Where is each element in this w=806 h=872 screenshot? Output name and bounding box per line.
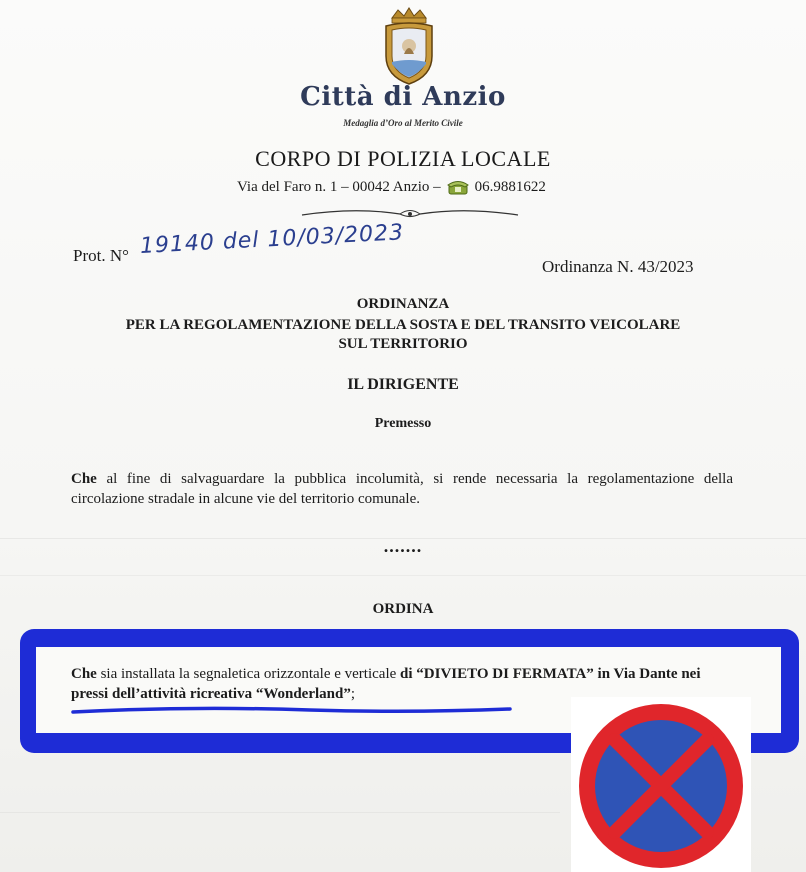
handwritten-underline bbox=[70, 703, 515, 719]
protocol-handwritten: 19140 del 10/03/2023 bbox=[139, 220, 405, 259]
order-text: sia installata la segnaletica orizzontale e verticale bbox=[100, 666, 397, 682]
protocol-label: Prot. N° bbox=[73, 246, 129, 265]
no-stopping-sign-icon bbox=[573, 700, 749, 872]
phone-number: 06.9881622 bbox=[474, 178, 546, 195]
orders-heading: ORDINA bbox=[372, 601, 434, 617]
order-end: ; bbox=[350, 686, 356, 702]
title-subject-cont: SUL TERRITORIO bbox=[338, 336, 468, 352]
premise-heading: Premesso bbox=[374, 416, 432, 431]
title-subject: PER LA REGOLAMENTAZIONE DELLA SOSTA E DEL TRANSITO VEICOLARE bbox=[125, 317, 681, 333]
address-line bbox=[237, 178, 546, 196]
coat-of-arms-icon bbox=[378, 4, 440, 88]
title-ordinanza: ORDINANZA bbox=[356, 296, 450, 312]
order-text-bold: di “DIVIETO DI FERMATA” in Via Dante nei pressi dell’attività ricreativa “Wonderland” bbox=[71, 666, 701, 702]
omission-dots: ....... bbox=[383, 536, 423, 556]
premise-lead: Che bbox=[71, 471, 97, 487]
city-title: Città di Anzio bbox=[300, 82, 506, 112]
department-title: CORPO DI POLIZIA LOCALE bbox=[255, 146, 551, 171]
decorative-flourish bbox=[300, 205, 520, 223]
ordinance-number: Ordinanza N. 43/2023 bbox=[542, 257, 694, 276]
telephone-icon bbox=[447, 178, 469, 196]
premise-text: al fine di salvaguardare la pubblica incolumità, si rende necessaria la regolamentazione della circolazione stradale in alcune vie del territorio comunale. bbox=[71, 471, 734, 507]
scan-line bbox=[0, 812, 560, 813]
authority-heading: IL DIRIGENTE bbox=[347, 376, 459, 393]
premise-paragraph bbox=[71, 469, 733, 509]
city-motto: Medaglia d’Oro al Merito Civile bbox=[343, 118, 463, 128]
scan-line bbox=[0, 575, 806, 576]
order-lead: Che bbox=[71, 666, 97, 682]
address-text: Via del Faro n. 1 – 00042 Anzio – bbox=[237, 178, 441, 195]
